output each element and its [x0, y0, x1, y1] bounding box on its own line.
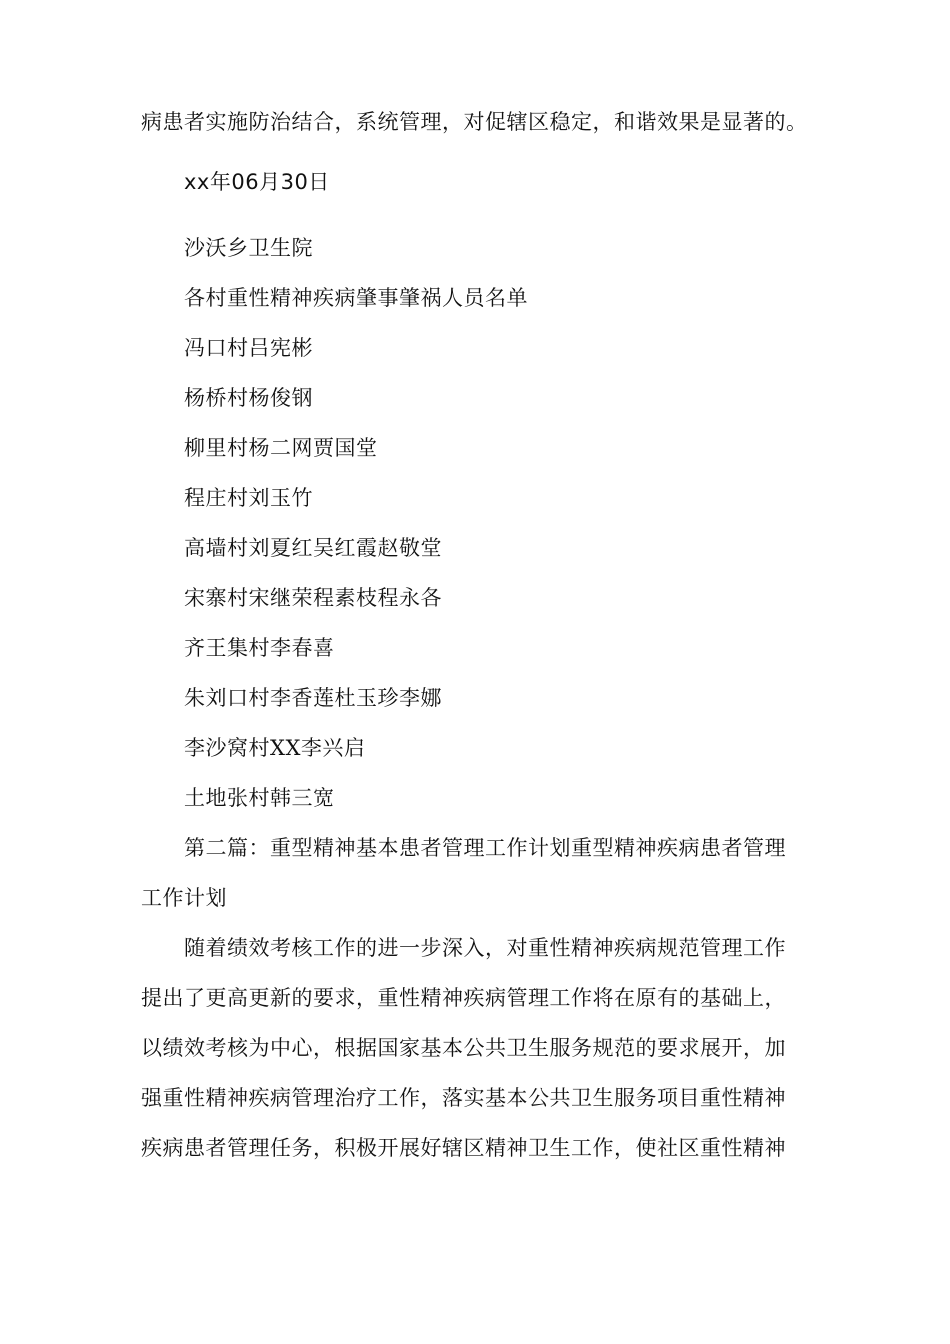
village-entry: 李沙窝村XX李兴启	[184, 736, 366, 760]
body-paragraph-line: 提出了更高更新的要求，重性精神疾病管理工作将在原有的基础上，	[141, 986, 786, 1010]
village-entry: 杨桥村杨俊钢	[184, 386, 313, 410]
body-paragraph-line: 疾病患者管理任务，积极开展好辖区精神卫生工作，使社区重性精神	[141, 1136, 786, 1160]
village-entry: 程庄村刘玉竹	[184, 486, 313, 510]
body-paragraph-line: 随着绩效考核工作的进一步深入，对重性精神疾病规范管理工作	[184, 936, 786, 960]
village-entry: 齐王集村李春喜	[184, 636, 335, 660]
village-entry: 朱刘口村李香莲杜玉珍李娜	[184, 686, 442, 710]
continuation-line: 病患者实施防治结合，系统管理，对促辖区稳定，和谐效果是显著的。	[141, 110, 808, 134]
village-entry: 冯口村吕宪彬	[184, 336, 313, 360]
organization-name: 沙沃乡卫生院	[184, 236, 313, 260]
document-date: xx年06月30日	[184, 170, 330, 194]
village-entry: 柳里村杨二网贾国堂	[184, 436, 378, 460]
list-title: 各村重性精神疾病肇事肇祸人员名单	[184, 286, 528, 310]
village-entry: 土地张村韩三宽	[184, 786, 335, 810]
village-entry: 高墙村刘夏红吴红霞赵敬堂	[184, 536, 442, 560]
village-entry: 宋寨村宋继荣程素枝程永各	[184, 586, 442, 610]
section-heading-line-2: 工作计划	[141, 886, 227, 910]
section-heading-line-1: 第二篇：重型精神基本患者管理工作计划重型精神疾病患者管理	[184, 836, 786, 860]
body-paragraph-line: 以绩效考核为中心，根据国家基本公共卫生服务规范的要求展开，加	[141, 1036, 786, 1060]
body-paragraph-line: 强重性精神疾病管理治疗工作，落实基本公共卫生服务项目重性精神	[141, 1086, 786, 1110]
